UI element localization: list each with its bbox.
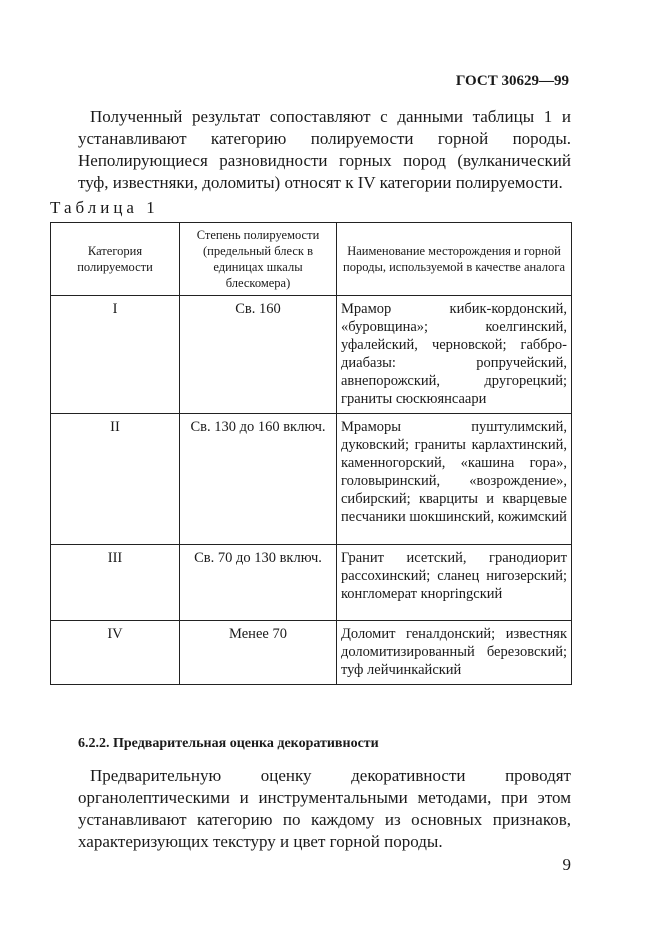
cell-degree: Менее 70 bbox=[180, 621, 337, 685]
table-row bbox=[51, 296, 572, 414]
cell-degree: Св. 160 bbox=[180, 296, 337, 414]
page-number: 9 bbox=[562, 855, 571, 874]
cell-category: III bbox=[51, 545, 180, 621]
standard-code-header: ГОСТ 30629—99 bbox=[455, 73, 569, 89]
table-row bbox=[51, 621, 572, 685]
table-caption: Таблица 1 bbox=[50, 198, 159, 217]
intro-paragraph: Полученный результат сопоставляют с данными таблицы 1 и устанавливают категорию полируемости горной породы. Неполирующиеся разновидности горных пород (вулканический туф, известняки, доломиты) относят к IV категории полируемости. bbox=[78, 107, 571, 192]
cell-category: II bbox=[51, 414, 180, 545]
cell-category: IV bbox=[51, 621, 180, 685]
section-heading: 6.2.2. Предварительная оценка декоративности bbox=[78, 736, 379, 751]
table-row bbox=[51, 545, 572, 621]
table-header-row bbox=[51, 223, 572, 296]
cell-category: I bbox=[51, 296, 180, 414]
cell-degree: Св. 130 до 160 включ. bbox=[180, 414, 337, 545]
header-category: Категория полируемости bbox=[51, 223, 180, 296]
cell-description: Мрамор кибик-кордонский, «буровщина»; коелгинский, уфалейский, черновской; габбро-диабазы: ропручейский, авнепорожский, другорецкий; граниты сюскюянсаари bbox=[337, 296, 572, 414]
section-paragraph: Предварительную оценку декоративности проводят органолептическими и инструментальными методами, при этом устанавливают категорию по каждому из основных признаков, характеризующих текстуру и цвет горной породы. bbox=[78, 766, 571, 851]
cell-description: Гранит исетский, гранодиорит рассохинский; сланец нигозерский; конгломерат кнорringский bbox=[337, 545, 572, 621]
polishability-table bbox=[50, 222, 572, 685]
header-description: Наименование месторождения и горной породы, используемой в качестве аналога bbox=[337, 223, 572, 296]
cell-degree: Св. 70 до 130 включ. bbox=[180, 545, 337, 621]
cell-description: Доломит геналдонский; известняк доломитизированный березовский; туф лейчинкайский bbox=[337, 621, 572, 685]
cell-description: Мраморы пуштулимский, дуковский; граниты карлахтинский, каменногорский, «кашина гора», головыринский, «возрождение», сибирский; кварциты и кварцевые песчаники шокшинский, кожимский bbox=[337, 414, 572, 545]
header-degree: Степень полируемости (предельный блеск в единицах шкалы блескомера) bbox=[180, 223, 337, 296]
table-row bbox=[51, 414, 572, 545]
